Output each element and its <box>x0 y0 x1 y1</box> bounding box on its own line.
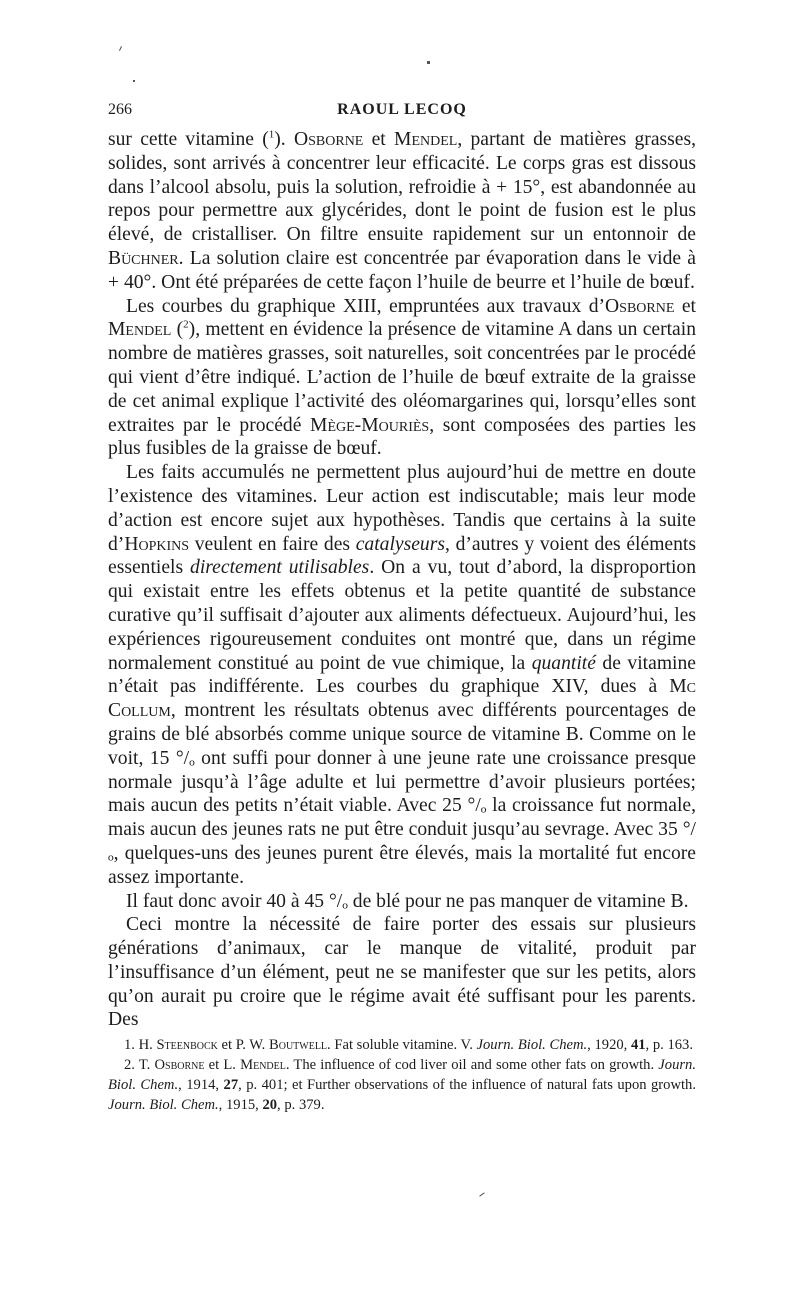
running-head: RAOUL LECOQ <box>337 101 467 118</box>
author-mege-mouries: Mège-Mouriès <box>310 414 430 436</box>
italic-term: directement utilisables <box>190 557 370 579</box>
print-speck <box>119 46 122 51</box>
paragraph-5: Ceci montre la nécessité de faire porter des essais sur plusieurs générations d’animaux, car le manque de vitalité, produit par l’insuffisance d’un élément, peut ne se manifester que sur les petits, alors qu’on aurait pu croire que le régime avait été suffisant pour les parents. Des <box>108 914 696 1031</box>
author-buchner: Büchner <box>108 247 179 269</box>
print-speck <box>133 80 135 82</box>
footnote-ref-1: 1 <box>268 128 275 141</box>
italic-term: quantité <box>531 652 596 674</box>
author-steenbock: Steenbock <box>156 1037 218 1053</box>
page-number: 266 <box>108 101 132 118</box>
paragraph-3: Les faits accumulés ne permettent plus aujourd’hui de mettre en doute l’existence des vitamines. Leur action est indiscutable; mais leur mode d’action est encore sujet aux hypothèses. Tandis que certains à la suite d’Hopkins veulent en faire des catalyseurs, d’autres y voient des éléments essentiels directement utilisables. On a vu, tout d’abord, la disproportion qui existait entre les effets obtenus et la petite quantité de substance curative qu’il suffisait d’ajouter aux aliments défectueux. Aujourd’hui, les expériences rigoureusement conduites ont montré que, dans un régime normalement constitué au point de vue chimique, la quantité de vitamine n’était pas indifférente. Les courbes du graphique XIV, dues à Mc Collum, montrent les résultats obtenus avec différents pourcentages de grains de blé absorbés comme unique source de vitamine B. Comme on le voit, 15 °/ₒ ont suffi pour donner à une jeune rate une croissance presque normale jusqu’à l’âge adulte et lui permettre d’avoir plusieurs portées; mais aucun des petits n’était viable. Avec 25 °/ₒ la croissance fut normale, mais aucun des jeunes rats ne put être conduit jusqu’au sevrage. Avec 35 °/ₒ, quelques-uns des jeunes purent être élevés, mais la mortalité fut encore assez importante. <box>108 462 696 888</box>
print-speck <box>427 61 430 64</box>
page-header <box>108 101 696 127</box>
author-mendel: Mendel <box>108 319 172 341</box>
author-osborne: Osborne <box>154 1057 205 1073</box>
author-mendel: Mendel <box>394 129 458 150</box>
author-boutwell: Boutwell <box>268 1037 328 1053</box>
volume-number: 41 <box>630 1037 646 1053</box>
paragraph-1: sur cette vitamine ($^1$). Osborne et Mendel, partant de matières grasses, solides, sont arrivés à concentrer leur efficacité. Le corps gras est dissous dans l’alcool absolu, puis la solution, refroidie à + 15°, est abandonnée au repos pour permettre aux glycérides, dont le point de fusion est le plus élevé, de cristalliser. On filtre ensuite rapidement sur un entonnoir de Büchner. La solution claire est concentrée par évaporation dans le vide à + 40°. Ont été préparées de cette façon l’huile de beurre et l’huile de bœuf. <box>108 128 696 293</box>
footnote-2: 2. T. Osborne et L. Mendel. The influence of cod liver oil and some other fats on growth. Journ. Biol. Chem., 1914, 27, p. 401; et Further observations of the influence of natural fats upon growth. Journ. Biol. Chem., 1915, 20, p. 379. <box>108 1057 696 1113</box>
main-text <box>108 128 696 1032</box>
volume-number: 20 <box>262 1097 278 1113</box>
footnote-ref-2: 2 <box>183 318 189 331</box>
italic-term: catalyseurs <box>355 533 445 555</box>
author-mc-collum: Mc Collum <box>108 676 696 722</box>
journal-title: Journ. Biol. Chem. <box>476 1037 588 1053</box>
print-speck <box>479 1192 484 1196</box>
journal-title: Journ. Biol. Chem. <box>108 1097 219 1113</box>
author-osborne: Osborne <box>293 129 364 150</box>
author-hopkins: Hopkins <box>124 533 190 555</box>
paragraph-4: Il faut donc avoir 40 à 45 °/ₒ de blé pour ne pas manquer de vitamine B. <box>126 890 689 912</box>
author-osborne: Osborne <box>605 295 675 317</box>
journal-title: Journ. Biol. Chem. <box>108 1057 696 1093</box>
paragraph-2: Les courbes du graphique XIII, empruntées aux travaux d’Osborne et Mendel ($^2$), mettent en évidence la présence de vitamine A dans un certain nombre de matières grasses, soit naturelles, soit concentrées par le procédé qui vient d’être indiqué. L’action de l’huile de bœuf extraite de la graisse de cet animal explique l’activité des oléomargarines qui, lorsqu’elles sont extraites par le procédé Mège-Mouriès, sont composées des parties les plus fusibles de la graisse de bœuf. <box>108 295 696 460</box>
author-mendel: Mendel <box>240 1057 286 1073</box>
footnote-1: 1. H. Steenbock et P. W. Boutwell. Fat soluble vitamine. V. Journ. Biol. Chem., 1920, 41, p. 163. <box>124 1037 693 1053</box>
volume-number: 27 <box>223 1077 239 1093</box>
footnotes <box>108 1035 696 1115</box>
